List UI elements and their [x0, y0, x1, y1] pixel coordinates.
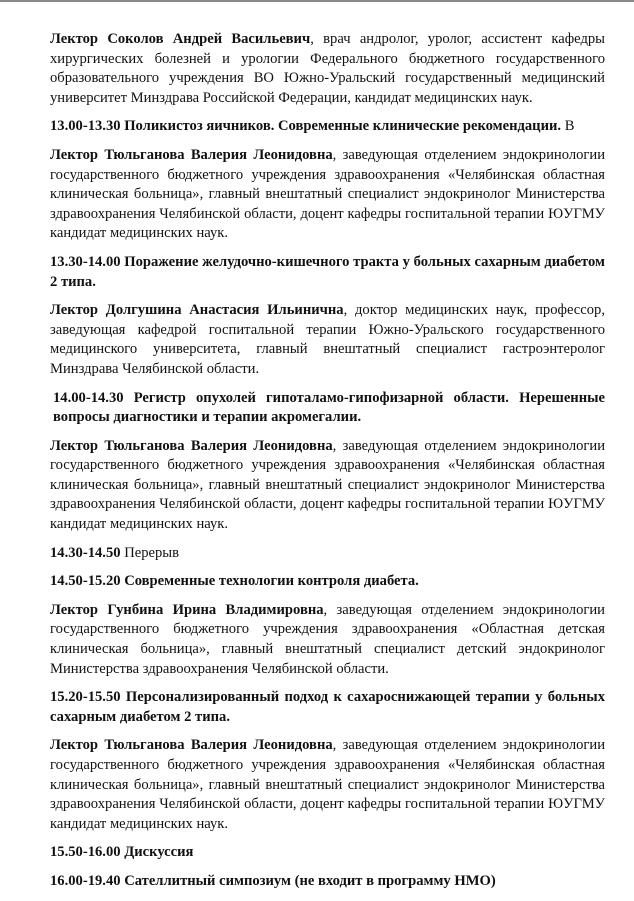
session-heading: [50, 872, 605, 892]
session-heading: [50, 389, 605, 428]
session-title: Дискуссия: [124, 844, 194, 861]
session-title-suffix: В: [561, 118, 575, 135]
lecturer-name: Лектор Тюльганова Валерия Леонидовна: [50, 737, 333, 754]
break-line: [50, 544, 605, 564]
lecturer-paragraph: [50, 146, 605, 244]
lecturer-name: Лектор Соколов Андрей Васильевич: [50, 31, 311, 47]
lecturer-description: , врач андролог, уролог, ассистент кафедры хирургических болезней и урологии Федерального бюджетного государственного образовательного учреждения ВО Южно-Уральский государственный медицинский университет Минздрава Российской Федерации, кандидат медицинских наук.: [50, 31, 605, 106]
lecturer-name: Лектор Гунбина Ирина Владимировна: [50, 601, 324, 618]
document-page: [50, 30, 605, 901]
session-title: Сателлитный симпозиум (не входит в программу НМО): [124, 872, 496, 889]
session-time: 16.00-19.40: [50, 872, 121, 889]
session-heading: [50, 688, 605, 727]
lecturer-paragraph: [50, 437, 605, 535]
session-heading: [50, 843, 605, 863]
lecturer-paragraph: [50, 301, 605, 379]
session-time: 14.50-15.20: [50, 573, 121, 590]
lecturer-name: Лектор Долгушина Анастасия Ильинична: [50, 302, 344, 319]
session-title: Персонализированный подход к сахароснижающей терапии у больных сахарным диабетом 2 типа.: [50, 689, 606, 725]
lecturer-name: Лектор Тюльганова Валерия Леонидовна: [50, 146, 333, 163]
lecturer-paragraph: [50, 601, 605, 679]
lecturer-paragraph: [50, 30, 605, 108]
session-title: Регистр опухолей гипоталамо-гипофизарной области. Нерешенные вопросы диагностики и терапии акромегалии.: [53, 389, 605, 426]
break-time: 14.30-14.50: [50, 544, 121, 561]
session-time: 13.00-13.30: [50, 118, 121, 135]
page-top-border: [0, 0, 634, 2]
break-title: Перерыв: [120, 544, 179, 561]
lecturer-paragraph: [50, 736, 605, 834]
session-heading: [50, 117, 605, 137]
session-time: 14.00-14.30: [53, 389, 124, 406]
session-heading: [50, 253, 605, 292]
session-title: Современные технологии контроля диабета.: [120, 573, 419, 590]
session-time: 15.20-15.50: [50, 689, 121, 706]
session-time: 15.50-16.00: [50, 844, 121, 861]
lecturer-description: , доктор медицинских наук, профессор, заведующая кафедрой госпитальной терапии Южно-Уральского государственного медицинского университета, главный внештатный специалист гастроэнтеролог Минздрава Челябинской области.: [50, 302, 605, 377]
session-time: 13.30-14.00: [50, 253, 121, 270]
lecturer-description: , заведующая отделением эндокринологии государственного бюджетного учреждения здравоохранения «Челябинская областная клиническая больница», главный внештатный специалист эндокринолог Министерства здравоохранения Челябинской области, доцент кафедры госпитальной терапии ЮУГМУ кандидат медицинских наук.: [50, 146, 606, 242]
session-heading: [50, 572, 605, 592]
lecturer-description: , заведующая отделением эндокринологии государственного бюджетного учреждения здравоохранения «Челябинская областная клиническая больница», главный внештатный специалист эндокринолог Министерства здравоохранения Челябинской области, доцент кафедры госпитальной терапии ЮУГМУ кандидат медицинских наук.: [50, 437, 606, 533]
lecturer-name: Лектор Тюльганова Валерия Леонидовна: [50, 437, 333, 454]
lecturer-description: , заведующая отделением эндокринологии государственного бюджетного учреждения здравоохранения «Областная детская клиническая больница», главный внештатный специалист детский эндокринолог Министерства здравоохранения Челябинской области.: [50, 601, 605, 677]
session-title: Поликистоз яичников. Современные клинические рекомендации.: [124, 118, 562, 135]
session-title: Поражение желудочно-кишечного тракта у больных сахарным диабетом 2 типа.: [50, 253, 605, 290]
lecturer-description: , заведующая отделением эндокринологии государственного бюджетного учреждения здравоохранения «Челябинская областная клиническая больница», главный внештатный специалист эндокринолог Министерства здравоохранения Челябинской области, доцент кафедры госпитальной терапии ЮУГМУ кандидат медицинских наук.: [50, 737, 606, 832]
